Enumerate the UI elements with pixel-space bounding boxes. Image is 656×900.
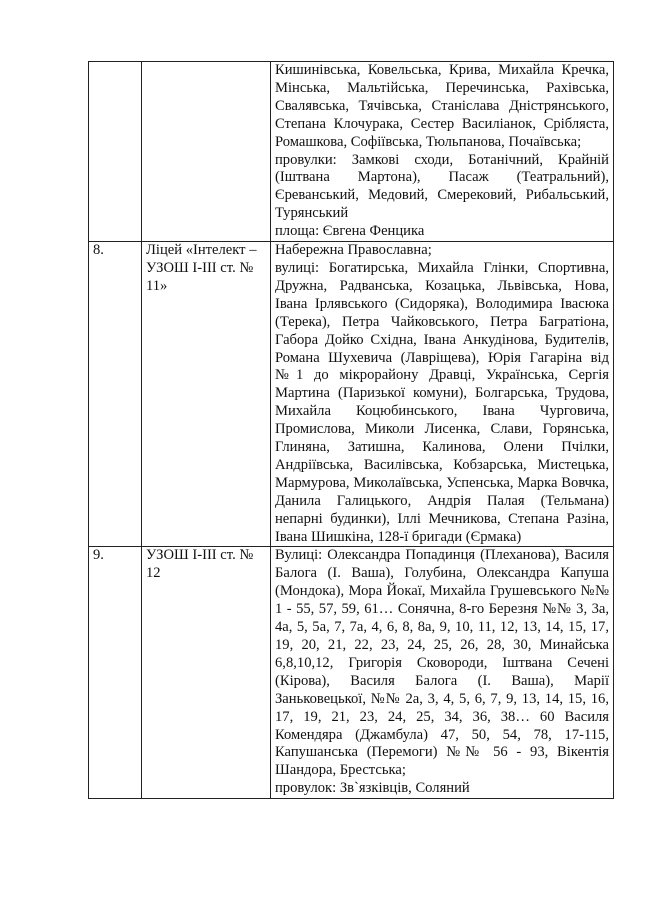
table-row (89, 547, 614, 799)
school-name: УЗОШ І-ІІІ ст. № 12 (142, 547, 271, 799)
streets-paragraph: Кишинівська, Ковельська, Крива, Михайла Кречка, Мінська, Мальтійська, Перечинська, Рахівська, Свалявська, Тячівська, Станіслава Дністрянського, Степана Клочурака, Сестер Василіанок, Срібляста, Ромашкова, Софіївська, Тюльпанова, Почаївська; (275, 62, 609, 150)
streets-paragraph: вулиці: Богатирська, Михайла Глінки, Спортивна, Дружна, Радванська, Козацька, Львівська, Нова, Івана Ірлявського (Сидоряка), Володимира Івасюка (Терека), Петра Чайковського, Петра Багратіона, Габора Дойко Східна, Івана Анкудінова, Будителів, Романа Шухевича (Лавріщева), Юрія Гагаріна від №1 до мікрорайону Дравці, Українська, Сергія Мартина (Паризької комуни), Болгарська, Трудова, Михайла Коцюбинського, Івана Чурговича, Промислова, Миколи Лисенка, Слави, Горянська, Глиняна, Затишна, Калинова, Олени Пчілки, Андріївська, Василівська, Кобзарська, Мистецька, Мармурова, Миколаївська, Успенська, Марка Вовчка, Данила Галицького, Андрія Палая (Тельмана) непарні будинки), Іллі Мечникова, Степана Разіна, Івана Шишкіна, 128-ї бригади (Єрмака) (275, 259, 609, 545)
row-number (89, 62, 142, 242)
school-name (142, 62, 271, 242)
table-row (89, 242, 614, 547)
districts-table (88, 61, 614, 799)
streets-cell (271, 242, 614, 547)
streets-cell (271, 547, 614, 799)
row-number: 9. (89, 547, 142, 799)
school-name: Ліцей «Інтелект – УЗОШ І-ІІІ ст. № 11» (142, 242, 271, 547)
lanes-paragraph: провулок: Зв`язківців, Соляний (275, 780, 470, 797)
embankment-paragraph: Набережна Православна; (275, 242, 432, 259)
streets-cell (271, 62, 614, 242)
table-row (89, 62, 614, 242)
streets-paragraph: Вулиці: Олександра Попадинця (Плеханова), Василя Балога (І. Ваша), Голубина, Олександра Капуша (Мондока), Мора Йокаї, Михайла Грушевського №№ 1 - 55, 57, 59, 61… Сонячна, 8-го Березня №№ 3, 3а, 4а, 5, 5а, 7, 7а, 4, 6, 8, 8а, 9, 10, 11, 12, 13, 14, 15, 17, 19, 20, 21, 22, 23, 24, 25, 26, 28, 30, Минайська 6,8,10,12, Григорія Сковороди, Іштвана Сечені (Кірова), Василя Балога (І. Ваша), Марії Заньковецької, №№ 2а, 3, 4, 5, 6, 7, 9, 13, 14, 15, 16, 17, 19, 21, 23, 24, 25, 34, 36, 38… 60 Василя Комендяра (Джамбула) 47, 50, 54, 78, 17-115, Капушанська (Перемоги) №№ 56 - 93, Вікентія Шандора, Брестська; (275, 547, 609, 779)
square-paragraph: площа: Євгена Фенцика (275, 223, 425, 240)
lanes-paragraph: провулки: Замкові сходи, Ботанічний, Крайній (Іштвана Мартона), Пасаж (Театральний), Єреванський, Медовий, Смерековий, Рибальський, Турянський (275, 151, 609, 222)
row-number: 8. (89, 242, 142, 547)
